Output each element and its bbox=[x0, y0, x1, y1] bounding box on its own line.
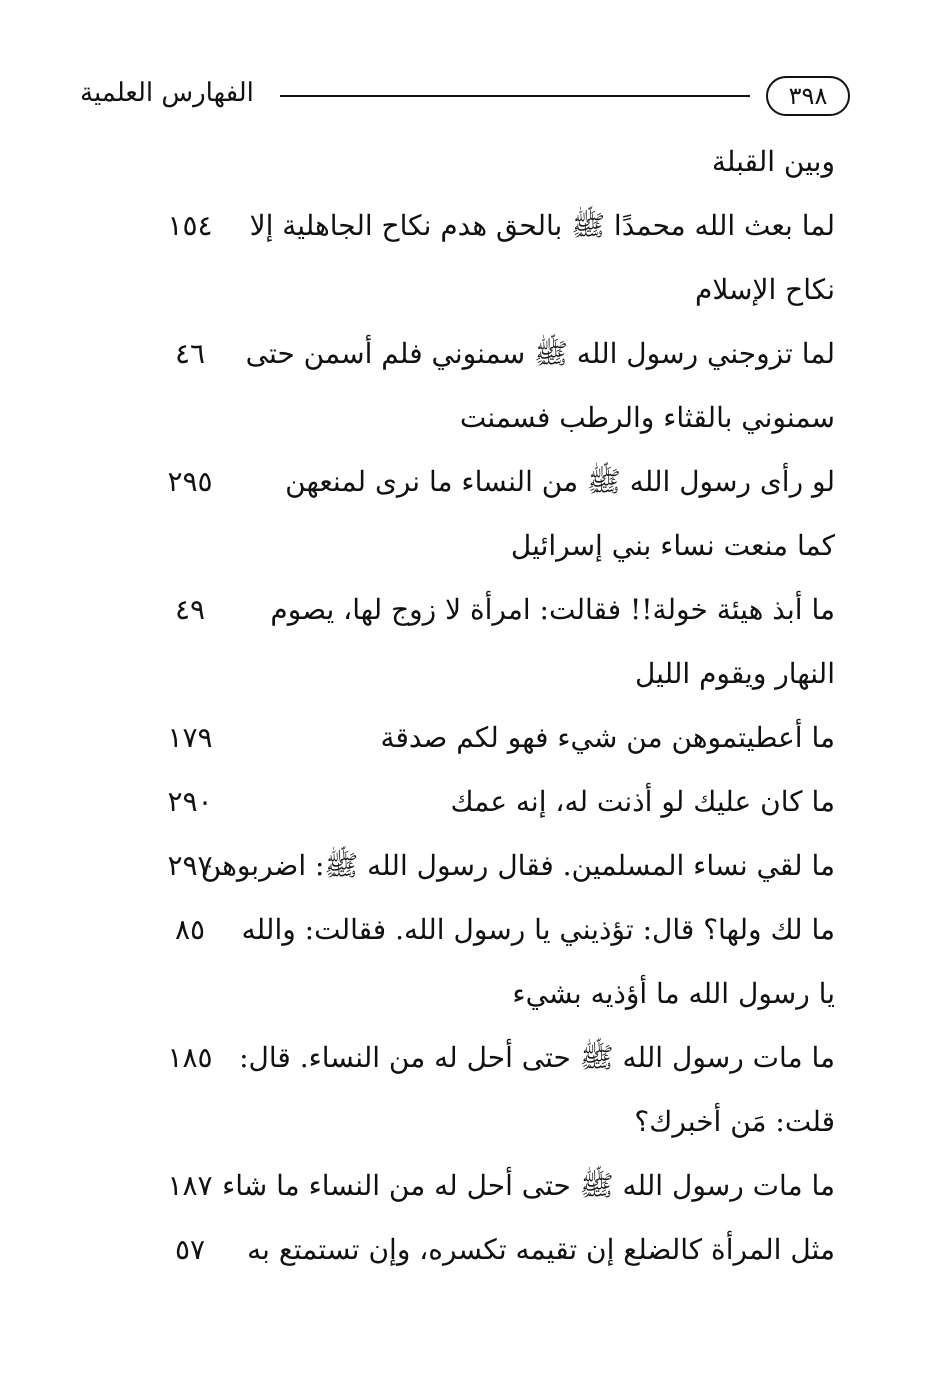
page-reference: ٤٦ bbox=[174, 337, 206, 370]
index-entry bbox=[140, 322, 835, 450]
entry-line: نكاح الإسلام bbox=[694, 273, 835, 306]
page-reference: ١٥٤ bbox=[167, 209, 213, 242]
index-entry bbox=[140, 834, 835, 898]
entry-line: لما تزوجني رسول الله ﷺ سمنوني فلم أسمن حتى bbox=[245, 337, 835, 370]
index-entry bbox=[140, 1154, 835, 1218]
page-header bbox=[80, 70, 850, 120]
entry-line: وبين القبلة bbox=[711, 145, 835, 178]
entry-line: ما لك ولها؟ قال: تؤذيني يا رسول الله. فقالت: والله bbox=[241, 913, 835, 946]
page-reference: ٥٧ bbox=[174, 1233, 206, 1266]
entry-line: ما أعطيتموهن من شيء فهو لكم صدقة bbox=[380, 721, 835, 754]
index-entry bbox=[140, 194, 835, 322]
entry-line: قلت: مَن أخبرك؟ bbox=[634, 1105, 835, 1138]
index-entry bbox=[140, 1026, 835, 1154]
page-reference: ١٨٧ bbox=[167, 1169, 213, 1202]
page-reference: ٢٩٥ bbox=[167, 465, 213, 498]
index-entry bbox=[140, 706, 835, 770]
index-entry bbox=[140, 770, 835, 834]
index-list bbox=[140, 130, 835, 1282]
entry-line: سمنوني بالقثاء والرطب فسمنت bbox=[459, 401, 835, 434]
index-entry bbox=[140, 578, 835, 706]
index-entry bbox=[140, 898, 835, 1026]
entry-line: يا رسول الله ما أؤذيه بشيء bbox=[512, 977, 835, 1010]
entry-line: مثل المرأة كالضلع إن تقيمه تكسره، وإن تستمتع به bbox=[247, 1233, 835, 1266]
entry-line: النهار ويقوم الليل bbox=[634, 657, 835, 690]
entry-line: ما كان عليك لو أذنت له، إنه عمك bbox=[450, 785, 835, 818]
page-number: ٣٩٨ bbox=[766, 76, 850, 116]
page-reference: ٢٩٠ bbox=[167, 785, 213, 818]
index-entry bbox=[140, 130, 835, 194]
index-entry bbox=[140, 450, 835, 578]
entry-line: ما مات رسول الله ﷺ حتى أحل له من النساء. قال: bbox=[239, 1041, 835, 1074]
entry-line: لو رأى رسول الله ﷺ من النساء ما نرى لمنعهن bbox=[285, 465, 835, 498]
entry-line: لما بعث الله محمدًا ﷺ بالحق هدم نكاح الجاهلية إلا bbox=[249, 209, 835, 242]
entry-line: ما مات رسول الله ﷺ حتى أحل له من النساء ما شاء bbox=[222, 1169, 835, 1202]
page-reference: ٤٩ bbox=[174, 593, 206, 626]
entry-line: كما منعت نساء بني إسرائيل bbox=[510, 529, 835, 562]
page-reference: ١٨٥ bbox=[167, 1041, 213, 1074]
page-reference: ٨٥ bbox=[174, 913, 206, 946]
entry-line: ما أبذ هيئة خولة!! فقالت: امرأة لا زوج لها، يصوم bbox=[270, 593, 835, 626]
header-rule bbox=[280, 95, 750, 97]
running-title: الفهارس العلمية bbox=[80, 78, 254, 108]
index-entry bbox=[140, 1218, 835, 1282]
page-reference: ٢٩٧ bbox=[167, 849, 213, 882]
entry-line: ما لقي نساء المسلمين. فقال رسول الله ﷺ: اضربوهن bbox=[200, 849, 835, 882]
page-reference: ١٧٩ bbox=[167, 721, 213, 754]
